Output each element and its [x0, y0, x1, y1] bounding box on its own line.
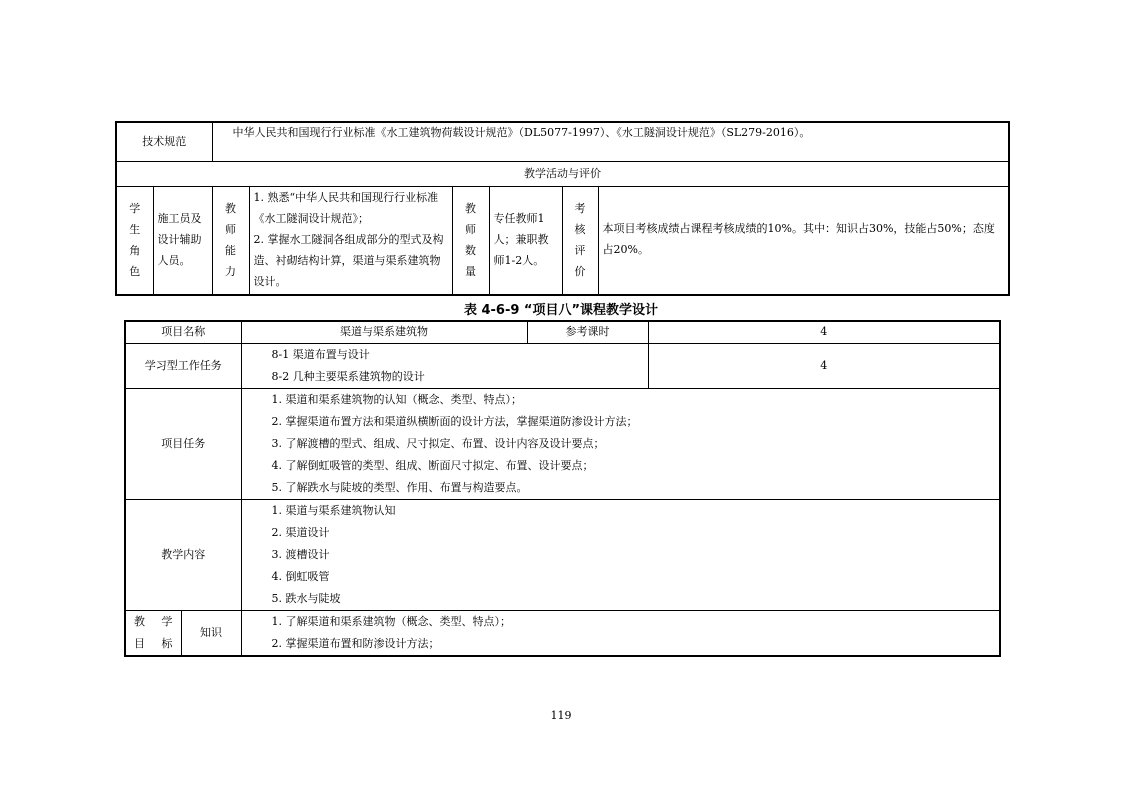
list-item: 3. 渡槽设计 [271, 547, 330, 561]
teacher-ability-label: 教 师 能 力 [212, 186, 249, 295]
list-item: 5. 了解跌水与陡坡的类型、作用、布置与构造要点。 [271, 480, 528, 494]
project-task-label: 项目任务 [125, 388, 241, 499]
teacher-count-label: 教 师 数 量 [452, 186, 489, 295]
list-item: 1. 渠道与渠系建筑物认知 [271, 503, 396, 517]
goal-label: 教 学 目 标 [125, 610, 181, 656]
list-item: 1. 渠道和渠系建筑物的认知（概念、类型、特点）； [271, 392, 522, 406]
teacher-ability-text: 1. 熟悉“中华人民共和国现行行业标准《水工隧洞设计规范》； 2. 掌握水工隧洞各组成部分的型式及构造、衬砌结构计算，渠道与渠系建筑物设计。 [249, 186, 452, 295]
list-item: 4. 倒虹吸管 [271, 569, 330, 583]
list-item: 4. 了解倒虹吸管的类型、组成、断面尺寸拟定、布置、设计要点； [271, 458, 594, 472]
work-task-list [241, 343, 648, 388]
teacher-count-text: 专任教师1人；兼职教师1-2人。 [489, 186, 562, 295]
project-task-list [241, 388, 1000, 499]
table-caption: 表 4-6-9 “项目八”课程教学设计 [463, 303, 659, 318]
project-name-label: 项目名称 [125, 321, 241, 343]
content-label: 教学内容 [125, 499, 241, 610]
project-name-value: 渠道与渠系建筑物 [241, 321, 527, 343]
student-role-text: 施工员及设计辅助人员。 [153, 186, 212, 295]
course-design-table [124, 320, 1001, 657]
work-task-label: 学习型工作任务 [125, 343, 241, 388]
tech-spec-label: 技术规范 [116, 122, 212, 161]
list-item: 2. 掌握渠道布置方法和渠道纵横断面的设计方法，掌握渠道防渗设计方法； [271, 414, 638, 428]
list-item: 2. 渠道设计 [271, 525, 330, 539]
list-item: 8-2 几种主要渠系建筑物的设计 [271, 369, 425, 383]
assessment-text: 本项目考核成绩占课程考核成绩的10%。其中：知识占30%，技能占50%；态度占20%。 [598, 186, 1009, 295]
list-item: 1. 了解渠道和渠系建筑物（概念、类型、特点）； [271, 614, 511, 628]
list-item: 5. 跌水与陡坡 [271, 591, 341, 605]
content-list [241, 499, 1000, 610]
teaching-activity-table [115, 121, 1010, 296]
ref-hours-value: 4 [648, 321, 1000, 343]
student-role-label: 学 生 角 色 [116, 186, 153, 295]
page-number: 119 [550, 709, 572, 722]
work-task-hours: 4 [648, 343, 1000, 388]
list-item: 3. 了解渡槽的型式、组成、尺寸拟定、布置、设计内容及设计要点； [271, 436, 605, 450]
knowledge-list [241, 610, 1000, 656]
ref-hours-label: 参考课时 [527, 321, 648, 343]
assessment-label: 考 核 评 价 [562, 186, 598, 295]
list-item: 2. 掌握渠道布置和防渗设计方法； [271, 636, 440, 650]
section-title: 教学活动与评价 [116, 161, 1009, 186]
list-item: 8-1 渠道布置与设计 [271, 347, 370, 361]
knowledge-label: 知识 [181, 610, 241, 656]
tech-spec-text: 中华人民共和国现行行业标准《水工建筑物荷载设计规范》（DL5077-1997）、《水工隧洞设计规范》（SL279-2016）。 [212, 122, 1009, 161]
